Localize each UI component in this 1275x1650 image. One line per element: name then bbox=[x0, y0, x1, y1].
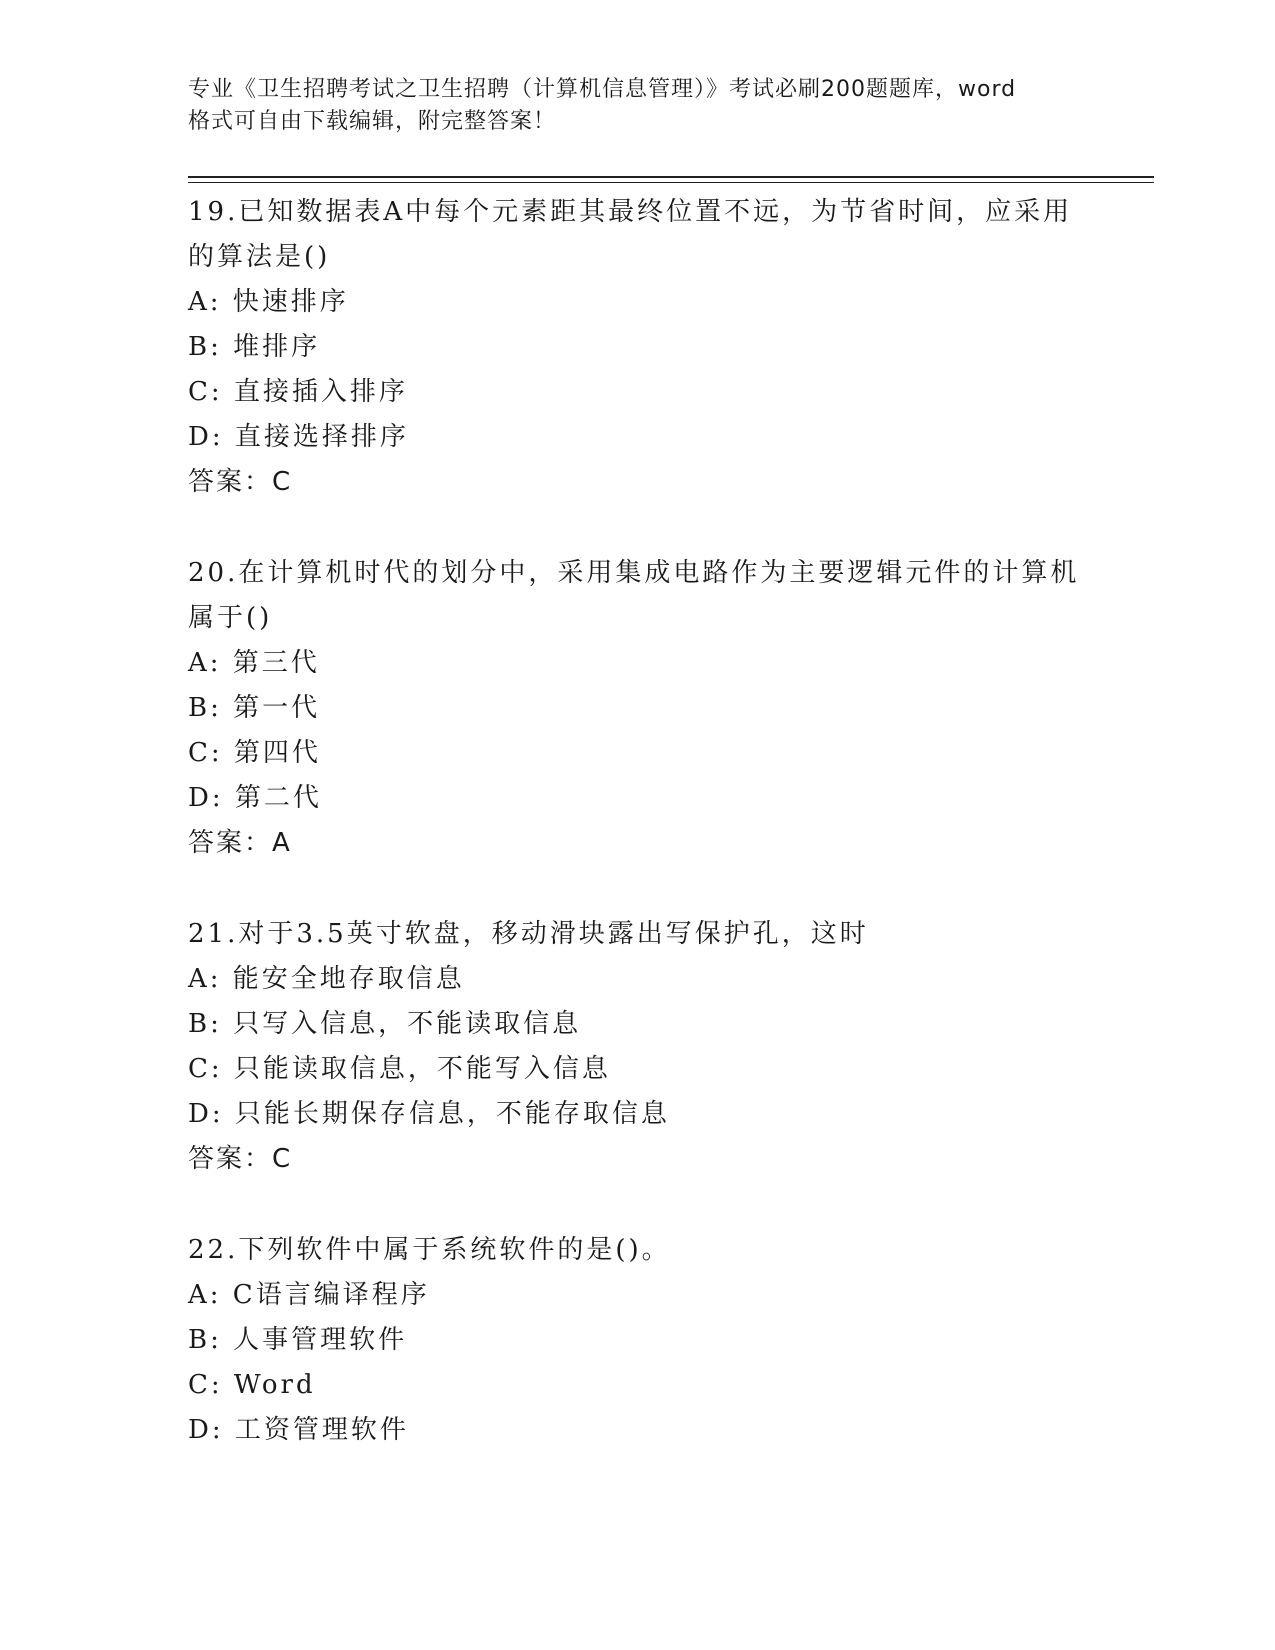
option-c: C: 直接插入排序 bbox=[188, 377, 408, 407]
option-b: B: 只写入信息，不能读取信息 bbox=[188, 1009, 582, 1039]
option-d: D: 只能长期保存信息，不能存取信息 bbox=[188, 1099, 670, 1129]
option-b: B: 堆排序 bbox=[188, 332, 321, 362]
option-b: B: 第一代 bbox=[188, 693, 321, 723]
answer-label: 答案：A bbox=[188, 828, 292, 858]
header-divider-thick bbox=[188, 176, 1154, 178]
document-header bbox=[188, 74, 1088, 138]
question-22 bbox=[188, 1228, 1088, 1453]
question-stem: 19.已知数据表A中每个元素距其最终位置不远，为节省时间，应采用的算法是() bbox=[188, 197, 1073, 272]
question-20 bbox=[188, 551, 1088, 866]
question-stem: 22.下列软件中属于系统软件的是()。 bbox=[188, 1235, 671, 1265]
option-d: D: 第二代 bbox=[188, 783, 322, 813]
question-21 bbox=[188, 912, 1088, 1182]
option-a: A: C语言编译程序 bbox=[188, 1280, 430, 1310]
question-19 bbox=[188, 190, 1088, 505]
option-d: D: 工资管理软件 bbox=[188, 1415, 409, 1445]
option-a: A: 第三代 bbox=[188, 648, 320, 678]
option-c: C: 第四代 bbox=[188, 738, 321, 768]
question-stem: 21.对于3.5英寸软盘，移动滑块露出写保护孔，这时 bbox=[188, 919, 869, 949]
header-divider-thin bbox=[188, 182, 1154, 183]
option-b: B: 人事管理软件 bbox=[188, 1325, 408, 1355]
header-line-1: 专业《卫生招聘考试之卫生招聘（计算机信息管理）》考试必刷200题题库，word bbox=[188, 77, 1017, 102]
option-a: A: 快速排序 bbox=[188, 287, 349, 317]
question-list bbox=[188, 190, 1088, 1499]
option-c: C: 只能读取信息，不能写入信息 bbox=[188, 1054, 611, 1084]
option-c: C: Word bbox=[188, 1370, 316, 1400]
question-stem: 20.在计算机时代的划分中，采用集成电路作为主要逻辑元件的计算机属于() bbox=[188, 558, 1080, 633]
option-d: D: 直接选择排序 bbox=[188, 422, 409, 452]
answer-label: 答案：C bbox=[188, 467, 293, 497]
header-line-2: 格式可自由下载编辑，附完整答案！ bbox=[188, 109, 557, 134]
answer-label: 答案：C bbox=[188, 1144, 293, 1174]
option-a: A: 能安全地存取信息 bbox=[188, 964, 465, 994]
